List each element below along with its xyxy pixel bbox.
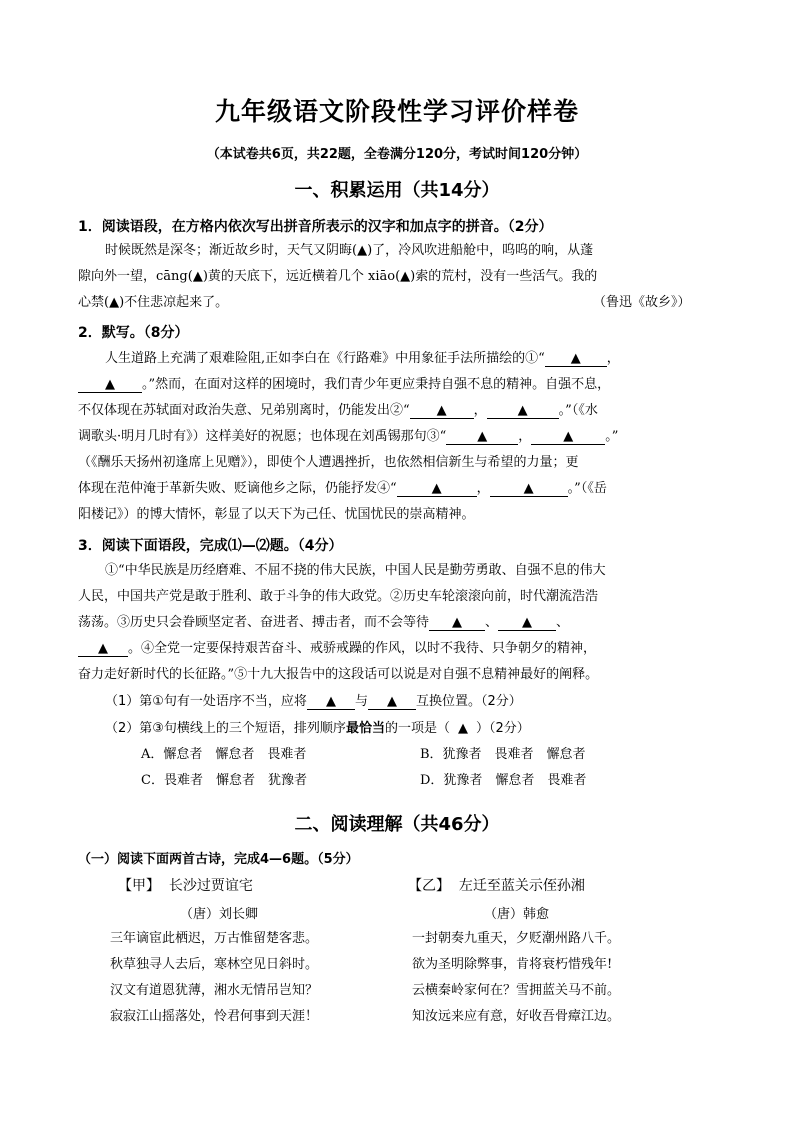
option-b[interactable]: B．犹豫者 畏难者 懈怠者 [420,747,586,762]
poem-a-author: （唐）刘长卿 [180,907,259,922]
poem-line: 三年谪宦此栖迟，万古惟留楚客悲。 [110,931,319,946]
q2-line1: 人生道路上充满了艰难险阻,正如李白在《行路难》中用象征手法所描绘的①“ ▲ ， [105,351,620,366]
q3-line3: 荡荡。③历史只会眷顾坚定者、奋进者、搏击者，而不会等待 ▲ 、 ▲ 、 [78,615,570,630]
page-title: 九年级语文阶段性学习评价样卷 [214,97,579,126]
fill-blank[interactable]: ▲ [78,642,128,657]
option-a[interactable]: A．懈怠者 懈怠者 畏难者 [141,747,307,762]
poem-line: 汉文有道恩犹薄，湘水无情吊岂知？ [110,983,319,998]
fill-blank[interactable]: ▲ [410,404,474,419]
fill-blank[interactable]: ▲ [446,430,518,445]
q2-line7: 阳楼记》）的博大情怀，彰显了以天下为己任、忧国忧民的崇高精神。 [78,507,475,522]
poem-b-body [412,926,620,1030]
q3-line1: ①“中华民族是历经磨难、不屈不挠的伟大民族，中国人民是勤劳勇敢、自强不息的伟大 [105,563,606,578]
poem-line: 知汝远来应有意，好收吾骨瘴江边。 [412,1009,621,1024]
poem-b-heading: 【乙】 左迁至蓝关示侄孙湘 [408,878,585,894]
fill-blank[interactable]: ▲ [490,482,568,497]
option-c[interactable]: C．畏难者 懈怠者 犹豫者 [141,773,307,788]
poem-line: 欲为圣明除弊事，肯将衰朽惜残年! [412,957,613,972]
q1-heading: 1．阅读语段，在方格内依次写出拼音所表示的汉字和加点字的拼音。（2分） [78,219,553,235]
fill-blank[interactable]: ▲ [487,404,559,419]
fill-blank[interactable]: ▲ [429,616,485,631]
q2-line2: ▲ 。”然而，在面对这样的困境时，我们青少年更应秉持自强不息的精神。自强不息， [78,376,610,394]
q2-line4: 调歌头·明月几时有》）这样美好的祝愿；也体现在刘禹锡那句③“ ▲ ， ▲ 。” [78,429,619,444]
poem-line: 云横秦岭家何在？雪拥蓝关马不前。 [412,983,621,998]
poem-line: 一封朝奏九重天，夕贬潮州路八千。 [412,931,621,946]
q3-line4: ▲ 。④全党一定要保持艰苦奋斗、戒骄戒躁的作风，以时不我待、只争朝夕的精神， [78,640,596,658]
fill-blank[interactable]: ▲ [78,378,142,393]
q3-line2: 人民，中国共产党是敢于胜利、敢于斗争的伟大政党。②历史车轮滚滚向前，时代潮流浩浩 [78,589,599,604]
q2-line3: 不仅体现在苏轼面对政治失意、兄弟别离时，仍能发出②“ ▲ ， ▲ 。”（《水 [78,403,598,418]
q2-heading: 2．默写。（8分） [78,325,189,341]
q1-line1: 时候既然是深冬；渐近故乡时，天气又阴晦(▲)了，冷风吹进船舱中，呜呜的响，从蓬 [105,243,594,258]
q2-line6: 体现在范仲淹于革新失败、贬谪他乡之际，仍能抒发④“ ▲ ， ▲ 。”（《岳 [78,481,607,496]
fill-blank[interactable]: ▲ [397,482,477,497]
q3-sub1: （1）第①句有一处语序不当，应将 ▲ 与 ▲ 互换位置。（2分） [105,694,522,709]
section2-heading: 二、阅读理解（共46分） [294,814,500,835]
q1-line2: 隙向外一望，cāng(▲)黄的天底下，远近横着几个 xiāo(▲)索的荒村，没有一些活气。我的 [78,269,598,284]
q1-line3: 心禁(▲)不住悲凉起来了。 [78,295,229,310]
blank-mark: ▲ [457,721,468,736]
q2-line5: （《酬乐天扬州初逢席上见赠》），即使个人遭遇挫折，也依然相信新生与希望的力量；更 [78,455,579,470]
option-d[interactable]: D．犹豫者 懈怠者 畏难者 [420,773,587,788]
q3-sub2: （2）第③句横线上的三个短语，排列顺序最恰当的一项是（ ▲ ）（2分） [105,721,530,736]
blank-mark: ▲ [192,269,203,284]
poem-b-author: （唐）韩愈 [484,907,550,922]
fill-blank[interactable]: ▲ [498,616,556,631]
poem-line: 秋草独寻人去后，寒林空见日斜时。 [110,957,319,972]
poem-a-heading: 【甲】 长沙过贾谊宅 [118,878,253,894]
q1-source: （鲁迅《故乡》） [593,295,691,310]
blank-mark: ▲ [357,243,368,258]
fill-blank[interactable]: ▲ [545,352,607,367]
part1-heading: （一）阅读下面两首古诗，完成4—6题。（5分） [78,852,359,867]
fill-blank[interactable]: ▲ [531,430,605,445]
fill-blank[interactable]: ▲ [307,695,355,710]
poem-line: 寂寂江山摇落处，怜君何事到天涯！ [110,1009,319,1024]
fill-blank[interactable]: ▲ [368,695,416,710]
poem-a-body [110,926,318,1030]
blank-mark: ▲ [400,269,411,284]
q3-heading: 3．阅读下面语段，完成⑴—⑵题。（4分） [78,538,343,554]
blank-mark: ▲ [109,295,120,310]
page-subtitle: （本试卷共6页，共22题，全卷满分120分，考试时间120分钟） [206,147,588,162]
section1-heading: 一、积累运用（共14分） [294,180,500,201]
q3-line5: 奋力走好新时代的长征路。”⑤十九大报告中的这段话可以说是对自强不息精神最好的阐释。 [78,667,599,682]
